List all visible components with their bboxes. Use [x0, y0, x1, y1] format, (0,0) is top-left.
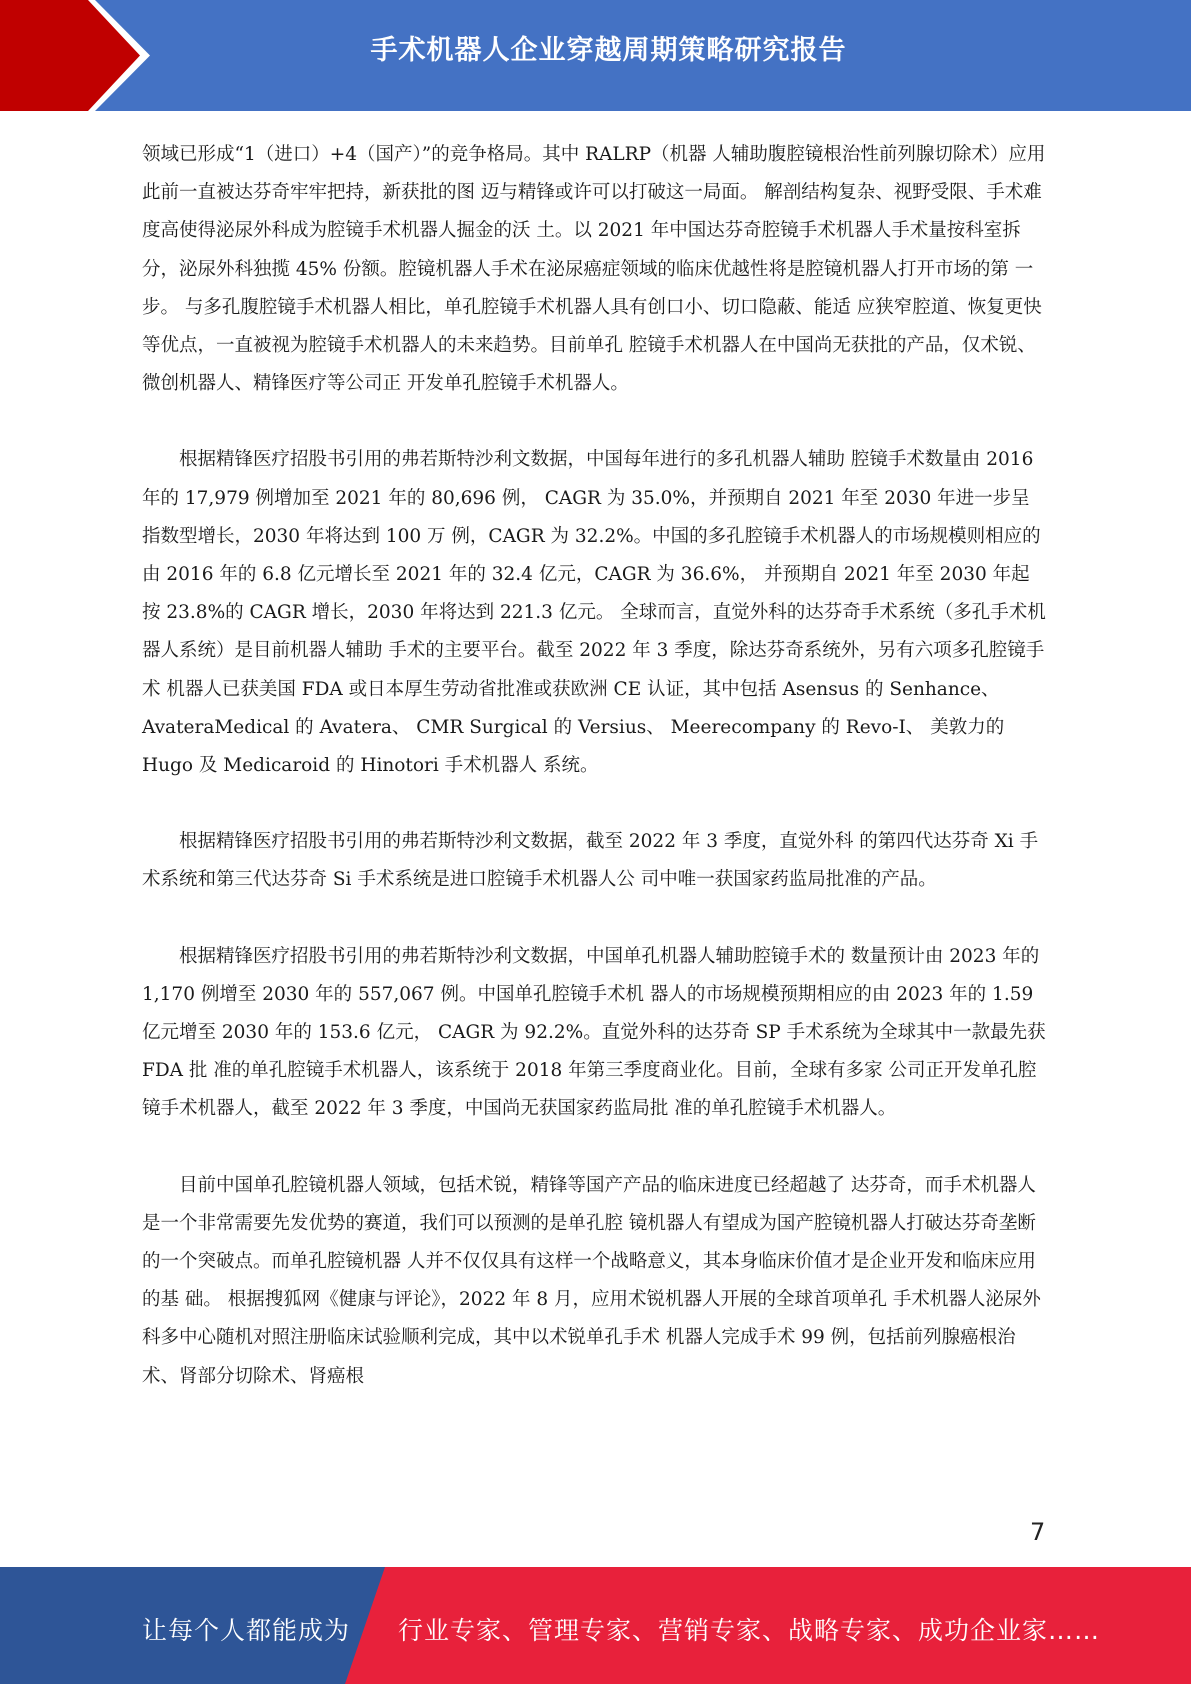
document-body	[142, 136, 1047, 1396]
page-number: 7	[1030, 1518, 1046, 1546]
body-paragraph: 根据精锋医疗招股书引用的弗若斯特沙利文数据，截至 2022 年 3 季度，直觉外科 的第四代达芬奇 Xi 手术系统和第三代达芬奇 Si 手术系统是进口腔镜手术机器人公 司中唯一获国家药监局批准的产品。	[142, 831, 1039, 891]
footer-slogan-left: 让每个人都能成为	[142, 1616, 351, 1645]
report-title: 手术机器人企业穿越周期策略研究报告	[370, 35, 847, 66]
page-header	[0, 0, 1191, 111]
body-paragraph: 根据精锋医疗招股书引用的弗若斯特沙利文数据，中国每年进行的多孔机器人辅助 腔镜手术数量由 2016 年的 17,979 例增加至 2021 年的 80,696 例， CAGR 为 35.0%，并预期自 2021 年至 2030 年进一步呈指数型增长，2030 年将达到 100 万 例，CAGR 为 32.2%。中国的多孔腔镜手术机器人的市场规模则相应的由 2016 年的 6.8 亿元增长至 2021 年的 32.4 亿元，CAGR 为 36.6%， 并预期自 2021 年至 2030 年起按 23.8%的 CAGR 增长，2030 年将达到 221.3 亿元。 全球而言，直觉外科的达芬奇手术系统（多孔手术机器人系统）是目前机器人辅助 手术的主要平台。截至 2022 年 3 季度，除达芬奇系统外，另有六项多孔腔镜手术 机器人已获美国 FDA 或日本厚生劳动省批准或获欧洲 CE 认证，其中包括 Asensus 的 Senhance、 AvateraMedical 的 Avatera、 CMR Surgical 的 Versius、 Meerecompany 的 Revo-I、 美敦力的 Hugo 及 Medicaroid 的 Hinotori 手术机器人 系统。	[142, 449, 1046, 777]
body-paragraph: 领域已形成“1（进口）+4（国产）”的竞争格局。其中 RALRP（机器 人辅助腹腔镜根治性前列腺切除术）应用此前一直被达芬奇牢牢把持，新获批的图 迈与精锋或许可以打破这一局面。 解剖结构复杂、视野受限、手术难度高使得泌尿外科成为腔镜手术机器人掘金的沃 土。以 2021 年中国达芬奇腔镜手术机器人手术量按科室拆分，泌尿外科独揽 45% 份额。腔镜机器人手术在泌尿癌症领域的临床优越性将是腔镜机器人打开市场的第 一步。 与多孔腹腔镜手术机器人相比，单孔腔镜手术机器人具有创口小、切口隐蔽、能适 应狭窄腔道、恢复更快等优点，一直被视为腔镜手术机器人的未来趋势。目前单孔 腔镜手术机器人在中国尚无获批的产品，仅术锐、微创机器人、精锋医疗等公司正 开发单孔腔镜手术机器人。	[142, 144, 1046, 395]
page-footer	[0, 1567, 1191, 1684]
body-paragraph: 目前中国单孔腔镜机器人领域，包括术锐，精锋等国产产品的临床进度已经超越了 达芬奇，而手术机器人是一个非常需要先发优势的赛道，我们可以预测的是单孔腔 镜机器人有望成为国产腔镜机器人打破达芬奇垄断的一个突破点。而单孔腔镜机器 人并不仅仅具有这样一个战略意义，其本身临床价值才是企业开发和临床应用的基 础。 根据搜狐网《健康与评论》，2022 年 8 月，应用术锐机器人开展的全球首项单孔 手术机器人泌尿外科多中心随机对照注册临床试验顺利完成，其中以术锐单孔手术 机器人完成手术 99 例，包括前列腺癌根治术、肾部分切除术、肾癌根	[142, 1174, 1041, 1387]
body-paragraph: 根据精锋医疗招股书引用的弗若斯特沙利文数据，中国单孔机器人辅助腔镜手术的 数量预计由 2023 年的 1,170 例增至 2030 年的 557,067 例。中国单孔腔镜手术机 器人的市场规模预期相应的由 2023 年的 1.59 亿元增至 2030 年的 153.6 亿元， CAGR 为 92.2%。直觉外科的达芬奇 SP 手术系统为全球其中一款最先获 FDA 批 准的单孔腔镜手术机器人，该系统于 2018 年第三季度商业化。目前，全球有多家 公司正开发单孔腔镜手术机器人，截至 2022 年 3 季度，中国尚无获国家药监局批 准的单孔腔镜手术机器人。	[142, 945, 1046, 1120]
footer-slogan-right: 行业专家、管理专家、营销专家、战略专家、成功企业家……	[398, 1616, 1101, 1645]
